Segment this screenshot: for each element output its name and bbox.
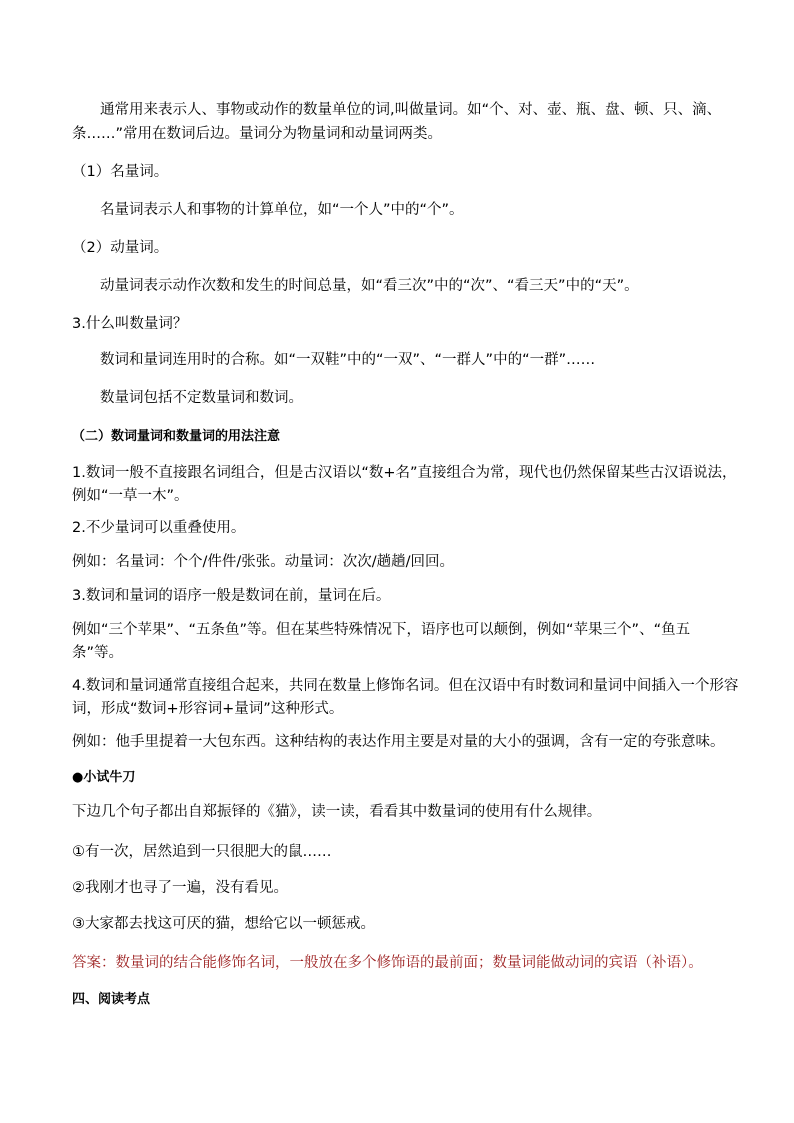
dong-liangci-desc: 动量词表示动作次数和发生的时间总量，如“看三次”中的“次”、“看三天”中的“天”。 [100, 278, 639, 294]
usage-3-example-line-2: 条”等。 [72, 645, 124, 661]
heading-usage-notes: （二）数词量词和数量词的用法注意 [72, 429, 281, 444]
heading-shuliangci: 3.什么叫数量词？ [72, 316, 188, 332]
usage-1-line-2: 例如“一草一木”。 [72, 488, 189, 504]
usage-3: 3.数词和量词的语序一般是数词在前，量词在后。 [72, 588, 391, 604]
exercise-desc: 下边几个句子都出自郑振铎的《猫》，读一读，看看其中数量词的使用有什么规律。 [72, 804, 602, 820]
usage-1-line-1: 1.数词一般不直接跟名词组合，但是古汉语以“数+名”直接组合为常，现代也仍然保留某些古汉语说法， [72, 465, 737, 481]
usage-4-line-2: 词，形成“数词+形容词+量词”这种形式。 [72, 701, 344, 717]
sentence-1: ①有一次，居然追到一只很肥大的鼠…… [72, 844, 332, 860]
intro-line-1: 通常用来表示人、事物或动作的数量单位的词,叫做量词。如“个、对、壶、瓶、盘、顿、只、滴、 [100, 102, 722, 118]
intro-line-2: 条……”常用在数词后边。量词分为物量词和动量词两类。 [72, 126, 443, 142]
heading-xiaoshi-niudao: ●小试牛刀 [72, 770, 136, 785]
usage-2: 2.不少量词可以重叠使用。 [72, 520, 246, 536]
heading-reading-points: 四、阅读考点 [72, 992, 151, 1007]
usage-3-example-line-1: 例如“三个苹果”、“五条鱼”等。但在某些特殊情况下，语序也可以颠倒，例如“苹果三个”、“鱼五 [72, 622, 691, 638]
answer-text: 答案：数量词的结合能修饰名词，一般放在多个修饰语的最前面；数量词能做动词的宾语（补语）。 [72, 955, 703, 971]
shuliangci-desc-2: 数量词包括不定数量词和数词。 [100, 390, 303, 406]
usage-4-example: 例如：他手里提着一大包东西。这种结构的表达作用主要是对量的大小的强调，含有一定的夸张意味。 [72, 734, 725, 750]
usage-2-example: 例如：名量词：个个/件件/张张。动量词：次次/趟趟/回回。 [72, 554, 455, 570]
usage-4-line-1: 4.数词和量词通常直接组合起来，共同在数量上修饰名词。但在汉语中有时数词和量词中间插入一个形容 [72, 678, 739, 694]
heading-dong-liangci: （2）动量词。 [72, 240, 169, 256]
sentence-3: ③大家都去找这可厌的猫，想给它以一顿惩戒。 [72, 916, 375, 932]
heading-ming-liangci: （1）名量词。 [72, 164, 169, 180]
shuliangci-desc: 数词和量词连用时的合称。如“一双鞋”中的“一双”、“一群人”中的“一群”…… [100, 352, 596, 368]
ming-liangci-desc: 名量词表示人和事物的计算单位，如“一个人”中的“个”。 [100, 202, 464, 218]
sentence-2: ②我刚才也寻了一遍，没有看见。 [72, 880, 288, 896]
